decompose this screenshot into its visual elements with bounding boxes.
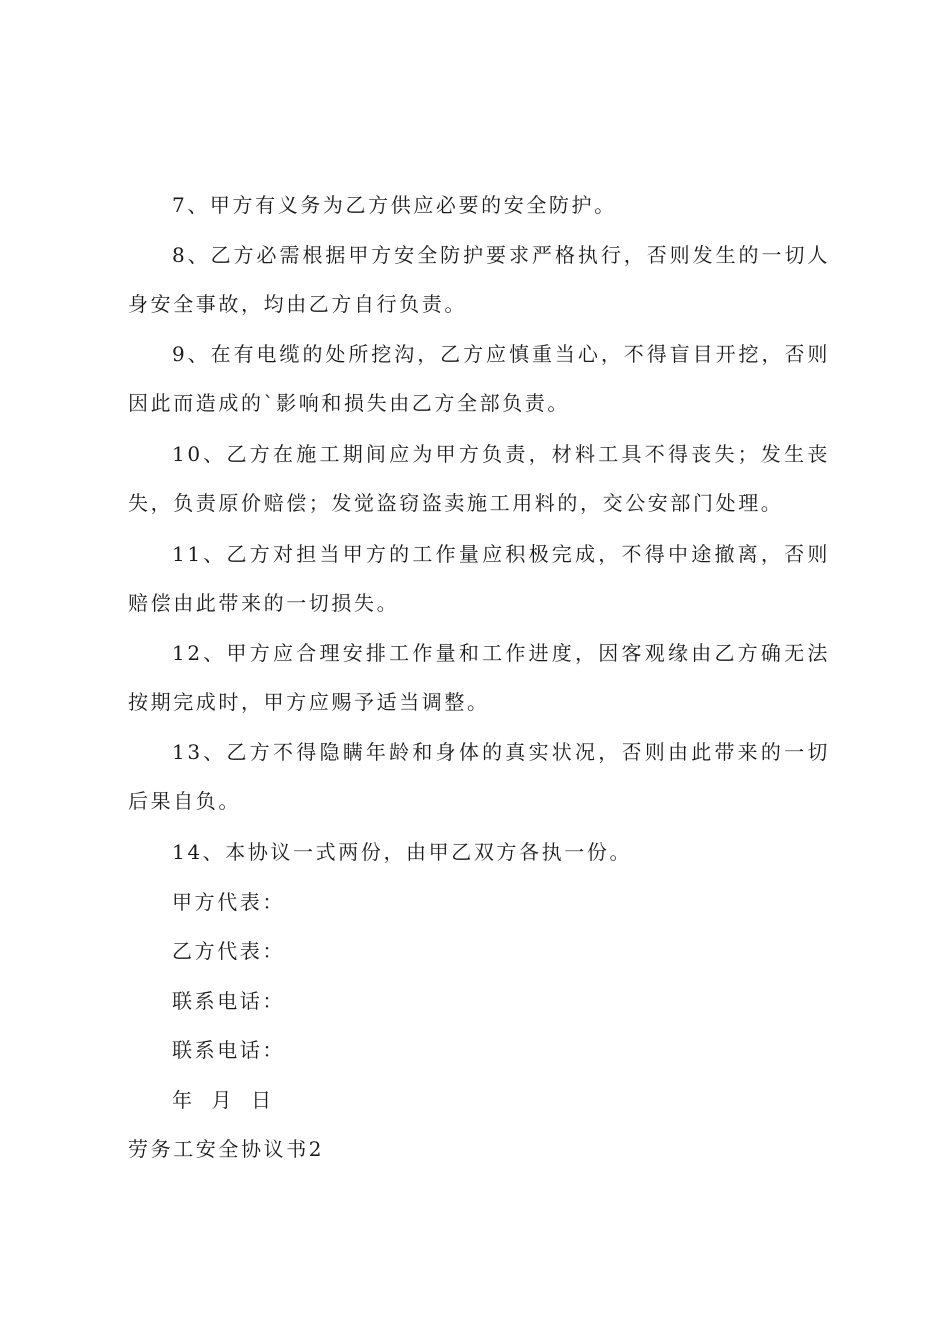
party-b-representative: 乙方代表： <box>172 939 285 963</box>
signing-date: 年 月 日 <box>172 1088 274 1112</box>
clause-12: 12、甲方应合理安排工作量和工作进度，因客观缘由乙方确无法按期完成时，甲方应赐予适当调整。 <box>128 641 830 714</box>
party-a-representative: 甲方代表： <box>172 890 285 914</box>
clause-10: 10、乙方在施工期间应为甲方负责，材料工具不得丧失；发生丧失，负责原价赔偿；发觉盗窃盗卖施工用料的，交公安部门处理。 <box>128 442 830 515</box>
next-document-title: 劳务工安全协议书2 <box>128 1137 325 1161</box>
clause-9: 9、在有电缆的处所挖沟，乙方应慎重当心，不得盲目开挖，否则因此而造成的`影响和损失由乙方全部负责。 <box>128 342 830 415</box>
contact-phone-2: 联系电话： <box>172 1038 285 1062</box>
contact-phone-1: 联系电话： <box>172 989 285 1013</box>
clause-8: 8、乙方必需根据甲方安全防护要求严格执行，否则发生的一切人身安全事故，均由乙方自行负责。 <box>128 243 830 316</box>
clause-11: 11、乙方对担当甲方的工作量应积极完成，不得中途撤离，否则赔偿由此带来的一切损失。 <box>128 542 830 615</box>
clause-13: 13、乙方不得隐瞒年龄和身体的真实状况，否则由此带来的一切后果自负。 <box>128 740 830 813</box>
clause-14: 14、本协议一式两份，由甲乙双方各执一份。 <box>172 840 633 864</box>
clause-7: 7、甲方有义务为乙方供应必要的安全防护。 <box>172 193 617 217</box>
